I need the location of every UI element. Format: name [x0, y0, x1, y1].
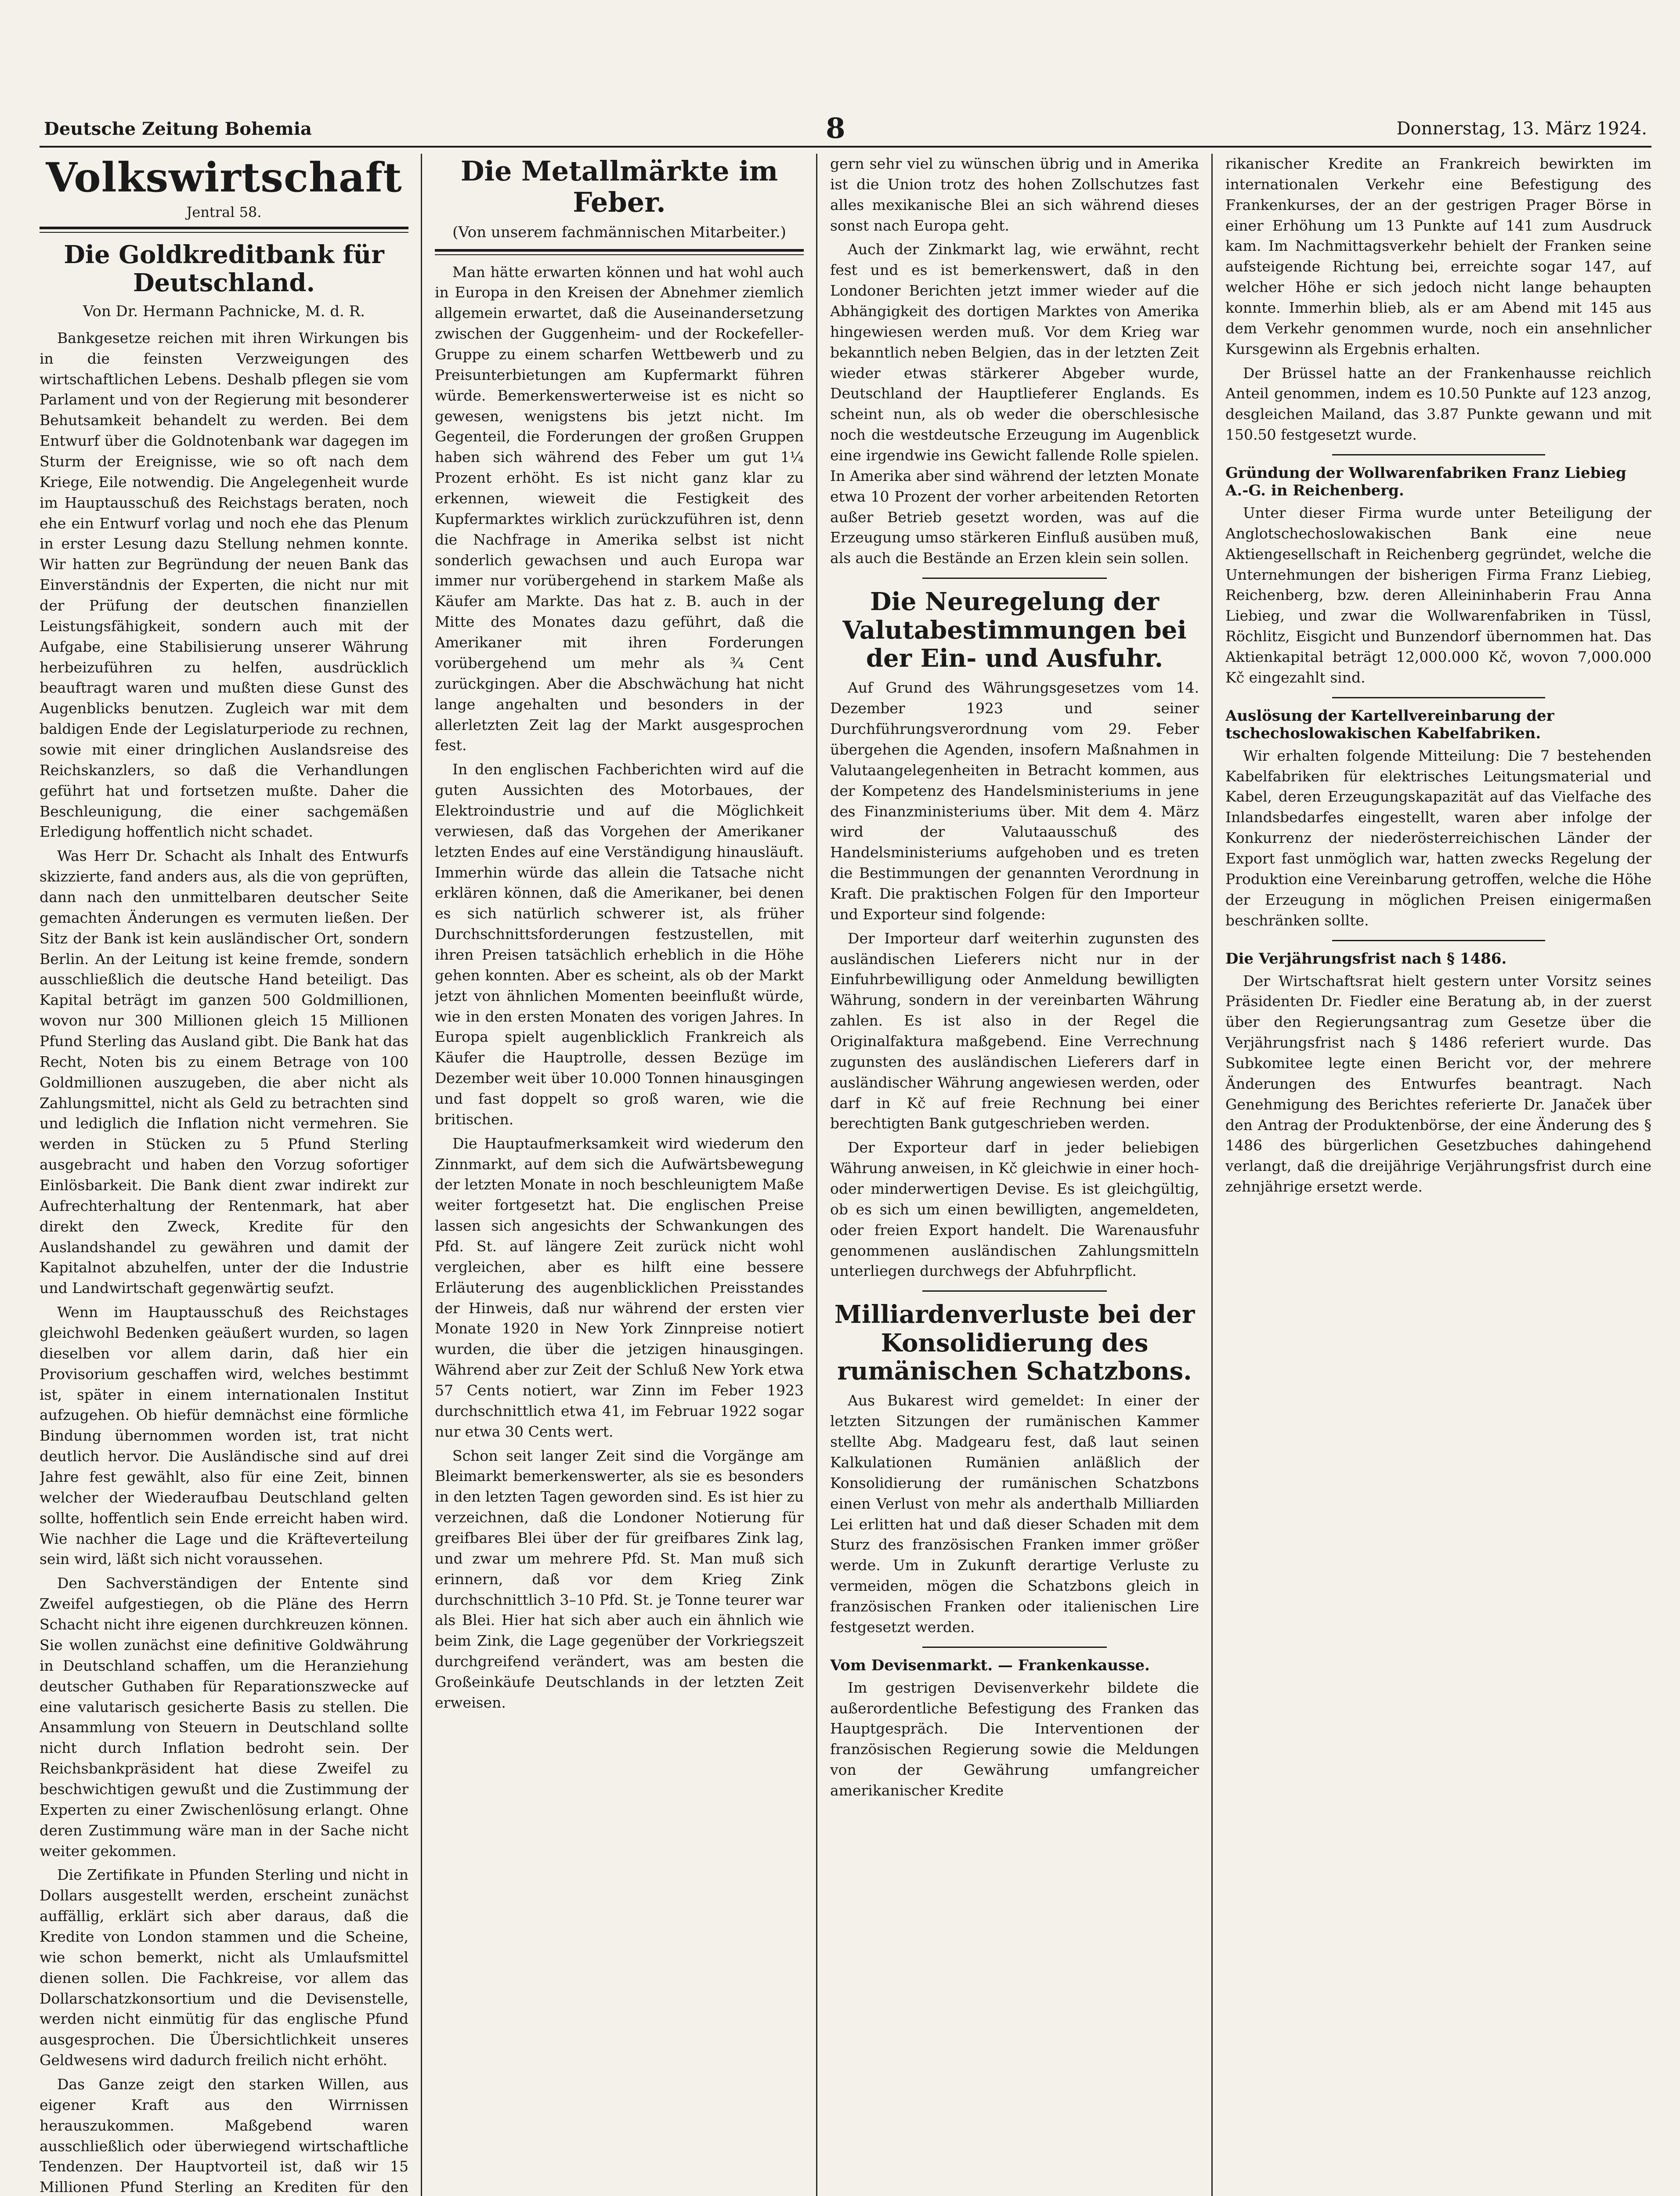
issue-date: Donnerstag, 13. März 1924.	[1396, 119, 1647, 139]
article-paragraph: Auf Grund des Währungsgesetzes vom 14. Dezember 1923 und seiner Durchführungsverordnung vom 29. Feber übergehen die Agenden, insofern Maßnahmen in Valutaangelegenheiten in Betracht kommen, aus der Kompetenz des Handelsministeriums in jene des Finanzministeriums über. Mit dem 4. März wird der Valutaausschuß des Handelsministeriums aufgehoben und es treten die Bestimmungen der genannten Verordnung in Kraft. Die praktischen Folgen für den Importeur und Exporteur sind folgende:	[830, 679, 1199, 923]
column-3	[830, 154, 1199, 2196]
article-separator	[1332, 454, 1545, 455]
column-2	[435, 154, 804, 2196]
column-rule	[421, 154, 422, 2196]
header-rule	[40, 146, 1651, 148]
article-paragraph: Die Zertifikate in Pfunden Sterling und nicht in Dollars ausgestellt werden, erscheint zunächst auffällig, erklärt sich aber daraus, daß die Kredite von London stammen und die Scheine, wie schon bemerkt, nicht als Umlaufsmittel dienen sollen. Die Fachkreise, vor allem das Dollarschatzkonsortium und die Devisenstelle, werden nicht einmütig für das englische Pfund ausgesprochen. Die Übersichtlichkeit unseres Geldwesens wird dadurch freilich nicht erhöht.	[40, 1866, 408, 2069]
article-paragraph: Wir erhalten folgende Mitteilung: Die 7 bestehenden Kabelfabriken für elektrisches Leitungsmaterial und Kabel, deren Erzeugungskapazität auf das Vielfache des Inlandsbedarfes eingestellt, waren aber infolge der Konkurrenz der niederösterreichischen Länder der Export fast unmöglich war, hatten zwecks Regelung der Produktion eine Vereinbarung getroffen, welche die Höhe der Erzeugung in möglichen Preisen einigermaßen beschränken sollte.	[1225, 747, 1651, 929]
section-title: Volkswirtschaft	[46, 154, 402, 201]
article-separator	[1332, 697, 1545, 698]
page-header	[40, 110, 1651, 145]
page-number: 8	[826, 112, 845, 145]
article-title: Die Verjährungsfrist nach § 1486.	[1225, 950, 1507, 968]
article-byline: Von Dr. Hermann Pachnicke, M. d. R.	[83, 302, 365, 320]
section-rule	[40, 227, 408, 233]
article-title: Auslösung der Kartellvereinbarung der tschechoslowakischen Kabelfabriken.	[1225, 707, 1554, 742]
article-separator	[922, 1647, 1107, 1648]
column-rule	[1211, 154, 1213, 2196]
article-paragraph: gern sehr viel zu wünschen übrig und in Amerika ist die Union trotz des hohen Zollschutzes fast alles mexikanische Blei an sich während dieses sonst nach Europa geht.	[830, 155, 1199, 234]
column-rule	[816, 154, 817, 2196]
article-paragraph: Im gestrigen Devisenverkehr bildete die außerordentliche Befestigung des Franken das Hauptgespräch. Die Interventionen der französischen Regierung sowie die Meldungen von der Gewährung umfangreicher amerikanischer Kredite	[830, 1679, 1199, 1799]
article-paragraph: Schon seit langer Zeit sind die Vorgänge am Bleimarkt bemerkenswerter, als sie es besonders in den letzten Tagen geworden sind. Es ist hier zu verzeichnen, daß die Londoner Notierung für greifbares Blei über der für greifbares Zink lag, und zwar um mehrere Pfd. St. Man muß sich erinnern, daß vor dem Krieg Zink durchschnittlich 3–10 Pfd. St. je Tonne teurer war als Blei. Hier hat sich aber auch ein ähnlich wie beim Zink, die Lage gegenüber der Vorkriegszeit durchgreifend verändert, was am besten die Großeinkäufe Deutschlands in der letzten Zeit erweisen.	[435, 1447, 804, 1711]
column-4	[1225, 154, 1651, 2196]
article-paragraph: In den englischen Fachberichten wird auf die guten Aussichten des Motorbaues, der Elektroindustrie und auf die Möglichkeit verwiesen, daß das Vorgehen der Amerikaner letzten Endes auf eine Verständigung hinausläuft. Immerhin würde das allein die Tatsache nicht erklären können, daß die Amerikaner, bei denen es sich natürlich schwerer ist, als früher Durchschnittsforderungen festzustellen, mit ihren Preisen tatsächlich erheblich in die Höhe gehen konnten. Aber es scheint, als ob der Markt jetzt von ähnlichen Momenten beeinflußt würde, wie in den ersten Monaten des vorigen Jahres. In Europa spielt augenblicklich Frankreich als Käufer die Hauptrolle, dessen Bezüge im Dezember weit über 10.000 Tonnen hinausgingen und fast doppelt so groß waren, wie die britischen.	[435, 761, 804, 1128]
article-paragraph: Die Hauptaufmerksamkeit wird wiederum den Zinnmarkt, auf dem sich die Aufwärtsbewegung der letzten Monate in noch beschleunigtem Maße weiter fortgesetzt hat. Die englischen Preise lassen sich angesichts der Schwankungen des Pfd. St. auf längere Zeit zurück nicht wohl vergleichen, aber es hilft eine bessere Erläuterung des augenblicklichen Preisstandes der Hinweis, daß nur während der ersten vier Monate 1920 in New York Zinnpreise notiert wurden, die über die jetzigen hinausgingen. Während aber zur Zeit der Schluß New York etwa 57 Cents notiert, war Zinn im Feber 1923 durchschnittlich etwa 41, im Februar 1922 sogar nur etwa 30 Cents wert.	[435, 1134, 804, 1440]
article-paragraph: Auch der Zinkmarkt lag, wie erwähnt, recht fest und es ist bemerkenswert, daß in den Londoner Berichten jetzt immer wieder auf die Abhängigkeit des dortigen Marktes von Amerika hingewiesen werden muß. Vor dem Krieg war bekanntlich neben Belgien, das in der letzten Zeit wieder etwas stärkerer Abgeber wurde, Deutschland der Hauptlieferer Englands. Es scheint nun, als ob weder die oberschlesische noch die westdeutsche Erzeugung im Augenblick eine irgendwie ins Gewicht fallende Rolle spielen. In Amerika aber sind während der letzten Monate etwa 10 Prozent der vorher arbeitenden Retorten außer Betrieb gesetzt worden, was auf die Erzeugung umso stärkeren Einfluß ausüben muß, als auch die Bestände an Erzen klein sein sollen.	[830, 241, 1199, 567]
subsection-title: Vom Devisenmarkt. — Frankenkausse.	[830, 1656, 1150, 1674]
column-1	[40, 154, 408, 2196]
article-title: Die Goldkreditbank für Deutschland.	[64, 240, 384, 298]
article-paragraph: Das Ganze zeigt den starken Willen, aus eigener Kraft aus den Wirrnissen herauszukommen. Maßgebend waren ausschließlich oder überwiegend wirtschaftliche Tendenzen. Der Hauptvorteil ist, daß wir 15 Millionen Pfund Sterling an Krediten für den	[40, 2075, 408, 2196]
article-title: Die Neuregelung der Valutabestimmungen bei der Ein- und Ausfuhr.	[842, 587, 1187, 673]
title-rule	[435, 249, 804, 255]
section-note: Jentral 58.	[186, 204, 262, 220]
article-byline: (Von unserem fachmännischen Mitarbeiter.)	[452, 223, 786, 241]
article-separator	[922, 578, 1107, 579]
article-separator	[922, 1290, 1107, 1292]
article-title: Die Metallmärkte im Feber.	[460, 155, 778, 219]
article-title: Gründung der Wollwarenfabriken Franz Liebieg A.-G. in Reichenberg.	[1225, 464, 1626, 500]
article-paragraph: Unter dieser Firma wurde unter Beteiligung der Anglotschechoslowakischen Bank eine neue Aktiengesellschaft in Reichenberg gegründet, welche die Unternehmungen der bisherigen Firma Franz Liebieg, Reichenberg, bzw. deren Alleininhaberin Frau Anna Liebieg, und zwar die Wollwarenfabriken in Tüssl, Röchlitz, Eisgicht und Bunzendorf übernommen hat. Das Aktienkapital beträgt 12,000.000 Kč, wovon 7,000.000 Kč eingezahlt sind.	[1225, 504, 1651, 686]
newspaper-page	[40, 110, 1651, 2196]
article-paragraph: Der Exporteur darf in jeder beliebigen Währung anweisen, in Kč gleichwie in einer hoch- oder minderwertigen Devise. Es ist gleichgültig, ob es sich um einen bewilligten, angemeldeten, oder freien Export handelt. Die Warenausfuhr genommenen ausländischen Zahlungsmitteln unterliegen durchwegs der Abfuhrpflicht.	[830, 1139, 1199, 1280]
article-paragraph: Wenn im Hauptausschuß des Reichstages gleichwohl Bedenken geäußert wurden, so lagen dieselben vor allem darin, daß hier ein Provisorium geschaffen wird, welches bestimmt ist, später in einem internationalen Institut aufzugehen. Ob hiefür demnächst eine förmliche Bindung übernommen worden ist, trat nicht deutlich hervor. Die Ausländische sind auf drei Jahre fest gewählt, also für eine Zeit, binnen welcher der Wiederaufbau Deutschland gelten sollte, hoffentlich sein Ende erreicht haben wird. Wie nachher die Lage und die Kräfteverteilung sein wird, läßt sich nicht voraussehen.	[40, 1304, 408, 1568]
article-paragraph: Was Herr Dr. Schacht als Inhalt des Entwurfs skizzierte, fand anders aus, als die von geprüften, dann nach den unmittelbaren deutscher Seite gemachten Änderungen es vermuten ließen. Der Sitz der Bank ist kein ausländischer Ort, sondern Berlin. An der Leitung ist keine fremde, sondern ausschließlich die deutsche Hand beteiligt. Das Kapital beträgt im ganzen 500 Goldmillionen, wovon nur 300 Millionen gleich 15 Millionen Pfund Sterling das Ausland gibt. Die Bank hat das Recht, Noten bis zu einem Betrage von 100 Goldmillionen auszugeben, die aber nicht als Zahlungsmittel, nicht als Geld zu betrachten sind und lediglich die Inflation nicht vermehren. Sie werden in Stücken zu 5 Pfund Sterling ausgebracht und haben den Vorzug sofortiger Einlösbarkeit. Die Bank dient zwar indirekt zur Aufrechterhaltung der Rentenmark, hat aber direkt den Zweck, Kredite für den Auslandshandel zu gewähren und damit der Kapitalnot abzuhelfen, unter der die Industrie und Landwirtschaft gegenwärtig seufzt.	[40, 847, 408, 1297]
article-title: Milliardenverluste bei der Konsolidierung des rumänischen Schatzbons.	[834, 1300, 1195, 1386]
paper-name: Deutsche Zeitung Bohemia	[44, 119, 312, 139]
article-paragraph: Den Sachverständigen der Entente sind Zweifel aufgestiegen, ob die Pläne des Herrn Schacht nicht ihre eigenen durchkreuzen können. Sie wollen zunächst eine definitive Goldwährung in Deutschland schaffen, um die Heranziehung deutscher Guthaben für Reparationszwecke auf eine valutarisch gesicherte Basis zu stellen. Die Ansammlung von Steuern in Deutschland sollte nicht durch Inflation bedroht sein. Der Reichsbankpräsident hat diese Zweifel zu beschwichtigen gewußt und die Zustimmung der Experten zu einer Zwischenlösung erlangt. Ohne deren Zustimmung wäre man in der Sache nicht weiter gekommen.	[40, 1575, 408, 1860]
article-paragraph: Der Brüssel hatte an der Frankenhausse reichlich Anteil genommen, indem es 10.50 Punkte auf 123 anzog, desgleichen Mailand, das 3.87 Punkte gewann und mit 150.50 festgesetzt wurde.	[1225, 364, 1651, 444]
article-paragraph: rikanischer Kredite an Frankreich bewirkten im internationalen Verkehr eine Befestigung des Frankenkurses, der an der gestrigen Prager Börse in einer Erhöhung um 13 Punkte auf 141 zum Ausdruck kam. Im Nachmittagsverkehr behielt der Franken seine aufsteigende Richtung bei, erreichte sogar 147, auf welcher Höhe er sich jedoch nicht lange behaupten konnte. Immerhin blieb, als er am Abend mit 145 aus dem Verkehr genommen wurde, noch ein ansehnlicher Kursgewinn als Ergebnis erhalten.	[1225, 155, 1651, 358]
article-paragraph: Der Importeur darf weiterhin zugunsten des ausländischen Lieferers nicht nur in der Einfuhrbewilligung oder Anmeldung bewilligten Währung, sondern in der vereinbarten Währung zahlen. Es ist also in der Regel die Originalfaktura maßgebend. Eine Verrechnung zugunsten des ausländischen Lieferers darf in ausländischer Währung angewiesen werden, oder darf in Kč auf freie Rechnung bei einer berechtigten Bank gutgeschrieben werden.	[830, 929, 1199, 1132]
article-paragraph: Aus Bukarest wird gemeldet: In einer der letzten Sitzungen der rumänischen Kammer stellte Abg. Madgearu fest, daß laut seinen Kalkulationen Rumänien anläßlich der Konsolidierung der rumänischen Schatzbons einen Verlust von mehr als anderthalb Milliarden Lei erlitten hat und daß dieser Schaden mit dem Sturz des französischen Franken immer größer werde. Um in Zukunft derartige Verluste zu vermeiden, mögen die Schatzbons gleich in französischen Franken oder italienischen Lire festgesetzt werden.	[830, 1392, 1199, 1636]
article-paragraph: Der Wirtschaftsrat hielt gestern unter Vorsitz seines Präsidenten Dr. Fiedler eine Beratung ab, in der zuerst über den Regierungsantrag zum Gesetze über die Verjährungsfrist nach § 1486 referiert wurde. Das Subkomitee legte einen Bericht vor, der mehrere Änderungen des Entwurfes beantragt. Nach Genehmigung des Berichtes referierte Dr. Janaček über den Antrag der Produktenbörse, der eine Änderung des § 1486 des bürgerlichen Gesetzbuches dahingehend verlangt, daß die dreijährige Verjährungsfrist durch eine zehnjährige ersetzt werde.	[1225, 972, 1651, 1196]
article-separator	[1332, 940, 1545, 941]
article-paragraph: Man hätte erwarten können und hat wohl auch in Europa in den Kreisen der Abnehmer ziemlich allgemein erwartet, daß die Auseinandersetzung zwischen der Guggenheim- und der Rockefeller-Gruppe zu einem scharfen Wettbewerb und zu Preisunterbietungen am Kupfermarkt führen würde. Bemerkenswerterweise ist es nicht so gewesen, wenigstens bis jetzt nicht. Im Gegenteil, die Forderungen der großen Gruppen haben sich während des Feber um gut 1¼ Prozent erhöht. Es ist nicht ganz klar zu erkennen, wieweit die Festigkeit des Kupfermarktes wirklich zurückzuführen ist, denn die Nachfrage in Amerika selbst ist nicht sonderlich gewachsen und auch Europa war immer nur vorübergehend in starkem Maße als Käufer am Markte. Das hat z. B. auch in der Mitte des Monates dazu geführt, daß die Amerikaner mit ihren Forderungen vorübergehend um mehr als ¾ Cent zurückgingen. Aber die Abschwächung hat nicht lange angehalten und besonders in der allerletzten Zeit lag der Markt ausgesprochen fest.	[435, 263, 804, 754]
article-paragraph: Bankgesetze reichen mit ihren Wirkungen bis in die feinsten Verzweigungen des wirtschaftlichen Lebens. Deshalb pflegen sie vom Parlament und von der Regierung mit besonderer Behutsamkeit behandelt zu werden. Bei dem Entwurf über die Goldnotenbank war dagegen im Sturm der Ereignisse, wie so oft nach dem Kriege, Eile notwendig. Die Angelegenheit wurde im Hauptausschuß des Reichstags beraten, noch ehe ein Entwurf vorlag und noch ehe das Plenum in erster Lesung dazu Stellung nehmen konnte. Wir hatten zur Begründung der neuen Bank das Einverständnis der Experten, die nicht nur mit der Prüfung der deutschen finanziellen Leistungsfähigkeit, sondern auch mit der Aufgabe, eine Stabilisierung unserer Währung herbeizuführen zu helfen, ausdrücklich beauftragt waren und mußten diese Gunst des Augenblicks benutzen. Zugleich war mit dem baldigen Ende der Legislaturperiode zu rechnen, sowie mit einer dringlichen Auslandsreise des Reichskanzlers, so daß die Verhandlungen geführt hat und fortsetzen mußte. Daher die Beschleunigung, die einer sachgemäßen Erledigung hoffentlich nicht schadet.	[40, 329, 408, 841]
